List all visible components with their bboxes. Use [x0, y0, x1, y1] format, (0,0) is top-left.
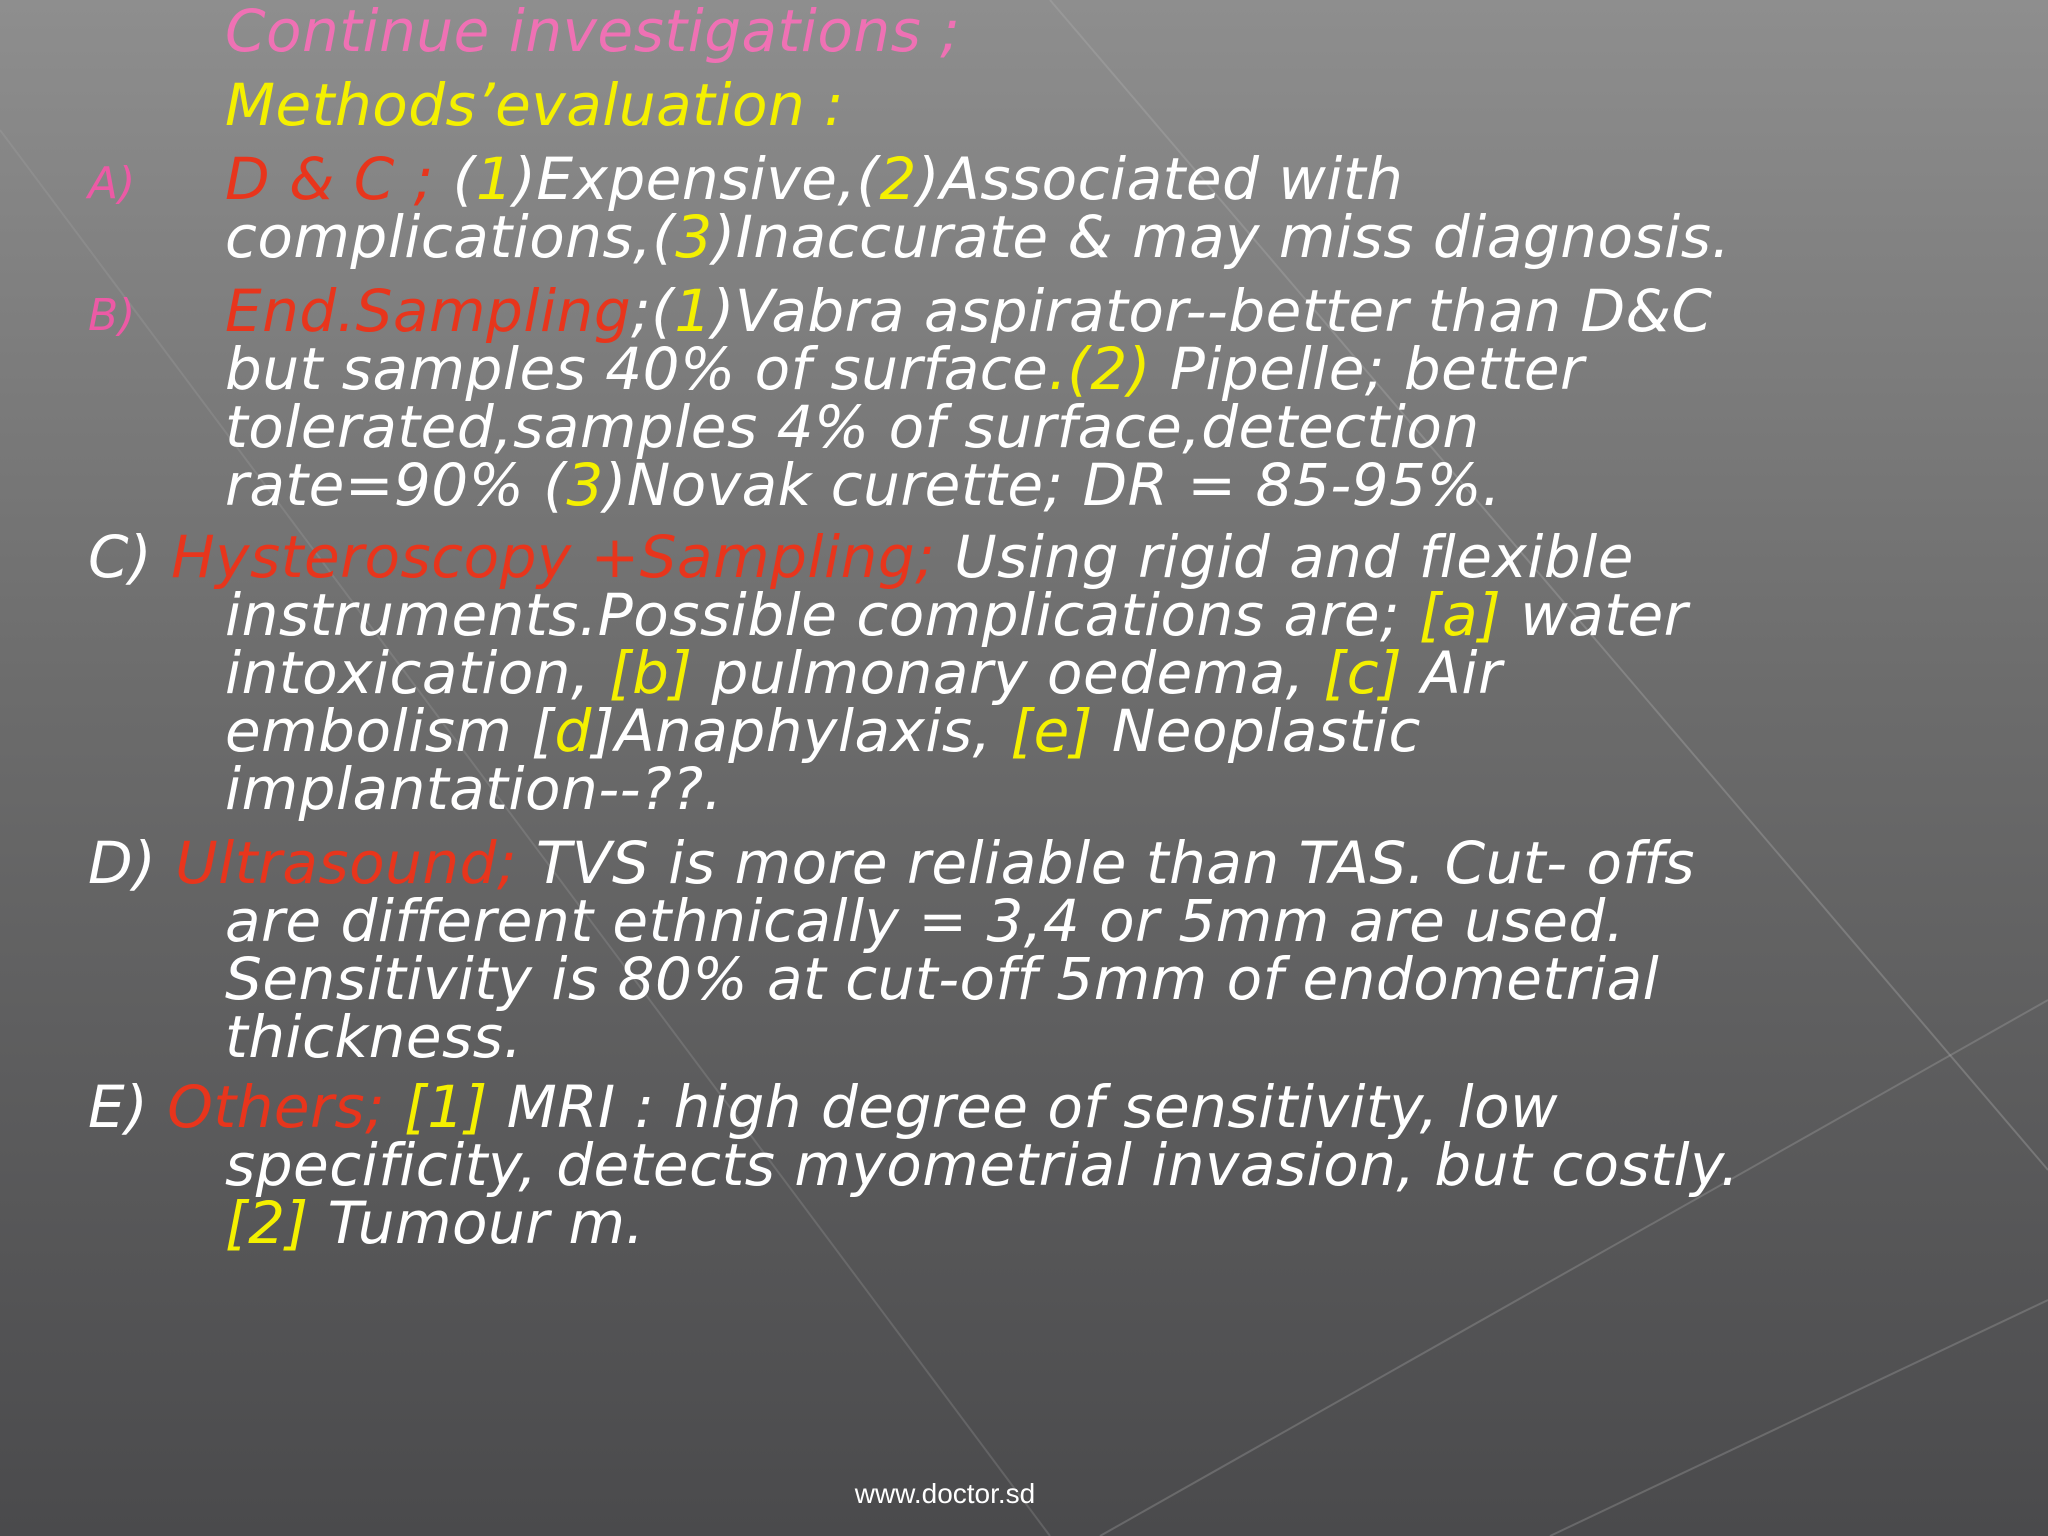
- item-d-line1: D) Ultrasound; TVS is more reliable than TAS. Cut- offs: [88, 829, 1695, 897]
- item-b-line1: End.Sampling;(1)Vabra aspirator--better than D&C: [225, 277, 1713, 345]
- item-e-title: Others;: [167, 1073, 386, 1141]
- item-c-line2: instruments.Possible complications are; [a] water: [225, 581, 1688, 649]
- item-a-marker: A): [88, 158, 136, 209]
- item-b-title: End.Sampling: [225, 277, 632, 345]
- heading-continue-investigations: Continue investigations ;: [225, 0, 961, 65]
- item-c-line4: embolism [d]Anaphylaxis, [e] Neoplastic: [225, 697, 1421, 765]
- item-c-line5: implantation--??.: [225, 755, 723, 823]
- item-d-line4: thickness.: [225, 1003, 523, 1071]
- item-d-marker: D): [88, 829, 176, 897]
- item-c-marker: C): [88, 523, 172, 591]
- item-a-line1: D & C ; (1)Expensive,(2)Associated with: [225, 145, 1404, 213]
- item-d-line2: are different ethnically = 3,4 or 5mm are used.: [225, 887, 1625, 955]
- item-c-title: Hysteroscopy +Sampling;: [171, 523, 936, 591]
- item-b-line3: tolerated,samples 4% of surface,detection: [225, 393, 1480, 461]
- item-d-title: Ultrasound;: [175, 829, 518, 897]
- item-a-title: D & C ;: [225, 145, 434, 213]
- item-b-line2: but samples 40% of surface.(2) Pipelle; better: [225, 335, 1585, 403]
- item-c-line3: intoxication, [b] pulmonary oedema, [c] Air: [225, 639, 1503, 707]
- item-e-line3: [2] Tumour m.: [225, 1189, 645, 1257]
- item-b-marker: B): [88, 290, 136, 341]
- item-e-marker: E): [88, 1073, 168, 1141]
- footer-url: www.doctor.sd: [854, 1478, 1036, 1509]
- item-e-line1: E) Others; [1] MRI : high degree of sensitivity, low: [88, 1073, 1559, 1141]
- item-d-line3: Sensitivity is 80% at cut-off 5mm of endometrial: [225, 945, 1660, 1013]
- item-a-line2: complications,(3)Inaccurate & may miss diagnosis.: [225, 203, 1731, 271]
- item-c-line1: C) Hysteroscopy +Sampling; Using rigid and flexible: [88, 523, 1634, 591]
- item-e-line2: specificity, detects myometrial invasion, but costly.: [225, 1131, 1740, 1199]
- item-b-line4: rate=90% (3)Novak curette; DR = 85-95%.: [225, 451, 1502, 519]
- heading-methods-evaluation: Methods’evaluation :: [225, 71, 845, 139]
